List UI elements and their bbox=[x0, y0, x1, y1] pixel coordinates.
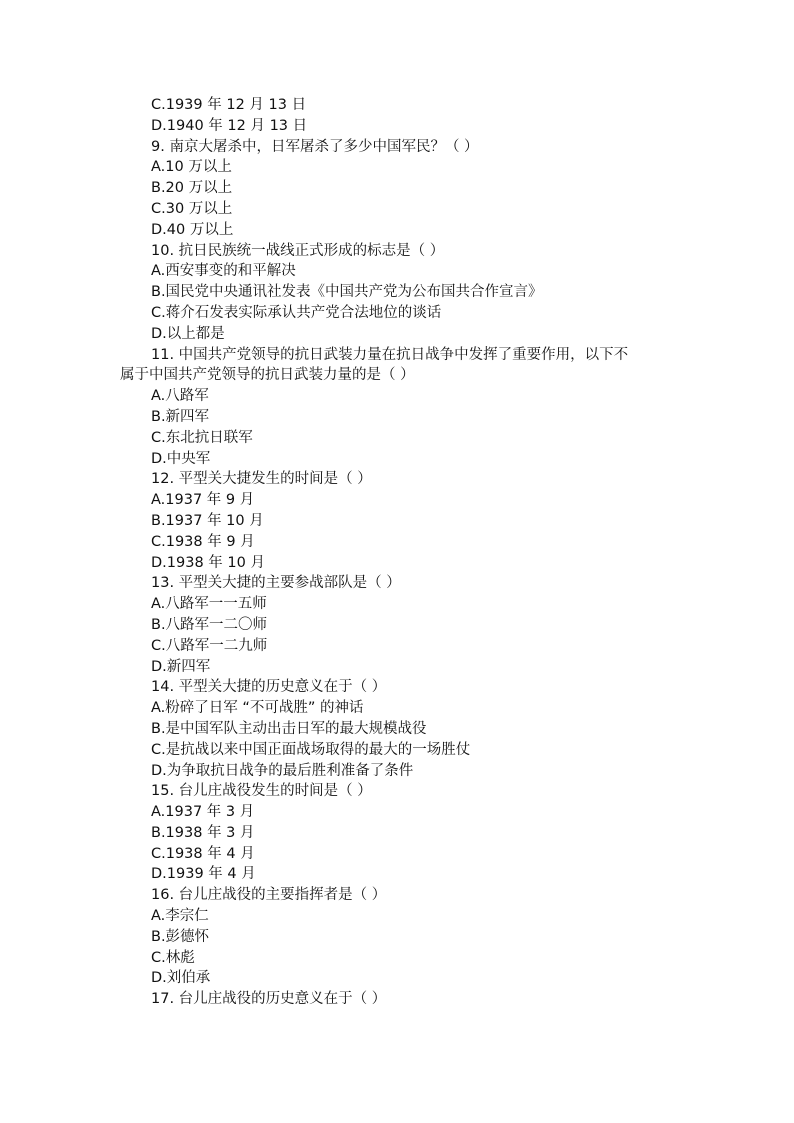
answer-option: C.是抗战以来中国正面战场取得的最大的一场胜仗 bbox=[151, 741, 471, 758]
question-list bbox=[0, 95, 794, 1010]
answer-option: A.李宗仁 bbox=[151, 908, 209, 925]
answer-option: A.八路军 bbox=[151, 388, 209, 405]
question-stem: 16. 台儿庄战役的主要指挥者是（ ） bbox=[151, 887, 387, 904]
answer-option: C.东北抗日联军 bbox=[151, 429, 253, 446]
answer-option: D.1939 年 4 月 bbox=[151, 866, 256, 883]
answer-option: C.1939 年 12 月 13 日 bbox=[151, 97, 307, 113]
answer-option: C.林彪 bbox=[151, 949, 195, 966]
answer-option: B.1937 年 10 月 bbox=[151, 512, 264, 529]
question-stem-continuation: 属于中国共产党领导的抗日武装力量的是（ ） bbox=[120, 367, 415, 384]
answer-option: B.20 万以上 bbox=[151, 180, 233, 197]
answer-option: D.1938 年 10 月 bbox=[151, 554, 265, 571]
question-stem: 13. 平型关大捷的主要参战部队是（ ） bbox=[151, 575, 401, 592]
answer-option: C.蒋介石发表实际承认共产党合法地位的谈话 bbox=[151, 304, 442, 321]
answer-option: C.八路军一二九师 bbox=[151, 637, 268, 654]
answer-option: C.1938 年 4 月 bbox=[151, 845, 255, 862]
answer-option: B.八路军一二〇师 bbox=[151, 616, 268, 633]
answer-option: A.八路军一一五师 bbox=[151, 596, 267, 613]
question-stem: 14. 平型关大捷的历史意义在于（ ） bbox=[151, 679, 387, 696]
question-stem: 17. 台儿庄战役的历史意义在于（ ） bbox=[151, 991, 387, 1008]
answer-option: D.刘伯承 bbox=[151, 970, 211, 987]
answer-option: B.彭德怀 bbox=[151, 928, 210, 945]
answer-option: D.为争取抗日战争的最后胜利准备了条件 bbox=[151, 762, 414, 779]
answer-option: D.1940 年 12 月 13 日 bbox=[151, 117, 308, 134]
answer-option: A.西安事变的和平解决 bbox=[151, 263, 296, 280]
question-stem: 9. 南京大屠杀中，日军屠杀了多少中国军民？（ ） bbox=[151, 138, 479, 155]
answer-option: A.粉碎了日军 “不可战胜” 的神话 bbox=[151, 700, 364, 717]
answer-option: B.是中国军队主动出击日军的最大规模战役 bbox=[151, 720, 427, 737]
question-stem: 12. 平型关大捷发生的时间是（ ） bbox=[151, 471, 372, 488]
answer-option: B.1938 年 3 月 bbox=[151, 824, 255, 841]
answer-option: A.1937 年 9 月 bbox=[151, 492, 255, 509]
answer-option: D.中央军 bbox=[151, 450, 211, 467]
answer-option: A.10 万以上 bbox=[151, 159, 232, 176]
answer-option: C.30 万以上 bbox=[151, 200, 233, 217]
answer-option: B.新四军 bbox=[151, 408, 210, 425]
answer-option: D.新四军 bbox=[151, 658, 211, 675]
answer-option: B.国民党中央通讯社发表《中国共产党为公布国共合作宣言》 bbox=[151, 284, 543, 301]
answer-option: A.1937 年 3 月 bbox=[151, 804, 255, 821]
answer-option: D.以上都是 bbox=[151, 325, 225, 342]
answer-option: C.1938 年 9 月 bbox=[151, 533, 255, 550]
question-stem: 11. 中国共产党领导的抗日武装力量在抗日战争中发挥了重要作用，以下不 bbox=[151, 346, 629, 363]
question-stem: 10. 抗日民族统一战线正式形成的标志是（ ） bbox=[151, 242, 445, 259]
answer-option: D.40 万以上 bbox=[151, 221, 234, 238]
question-stem: 15. 台儿庄战役发生的时间是（ ） bbox=[151, 783, 372, 800]
